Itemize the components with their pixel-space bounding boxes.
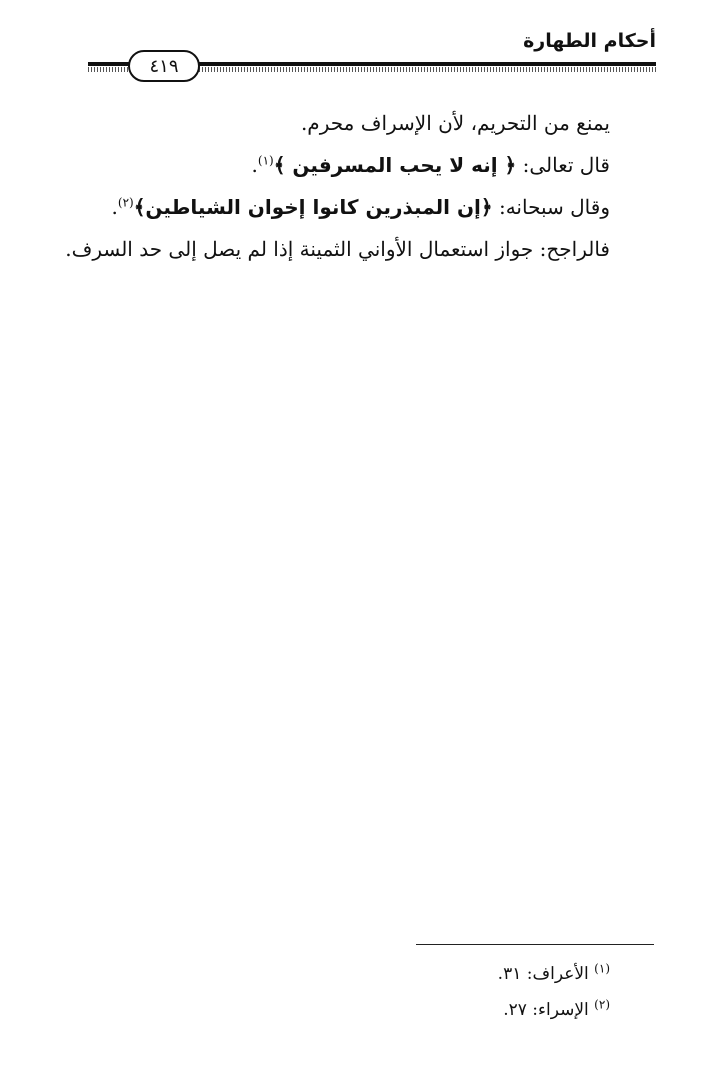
footnote-1-text: الأعراف: ٣١. [497,964,595,984]
footnote-separator [416,944,654,945]
main-text [65,102,610,270]
page-number-badge [128,50,200,82]
footnote-1 [310,956,610,992]
footnote-ref-1[interactable]: (١) [257,153,274,168]
quran-intro-2: وقال سبحانه: [492,195,610,219]
body-paragraph-4: فالراجح: جواز استعمال الأواني الثمينة إذا لم يصل إلى حد السرف. [65,237,610,261]
sentence-end-1: . [251,153,258,177]
footnote-ref-2[interactable]: (٢) [117,195,134,210]
running-header-title: أحكام الطهارة [523,30,656,52]
footnote-2-text: الإسراء: ٢٧. [503,1000,595,1020]
body-paragraph-1: يمنع من التحريم، لأن الإسراف محرم. [300,111,610,135]
sentence-end-2: . [111,195,118,219]
body-paragraph-3 [90,186,610,228]
quran-quote-2: ﴿إن المبذرين كانوا إخوان الشياطين﴾ [133,195,493,219]
footnote-2-marker: (٢) [594,997,610,1012]
body-paragraph-2 [90,144,610,186]
footnote-2 [310,992,610,1028]
footnote-1-marker: (١) [594,961,610,976]
footnotes [310,956,610,1028]
page-number: ٤١٩ [149,55,179,77]
quran-quote-1: ﴿ إنه لا يحب المسرفين ﴾ [273,153,517,177]
quran-intro-1: قال تعالى: [516,153,610,177]
